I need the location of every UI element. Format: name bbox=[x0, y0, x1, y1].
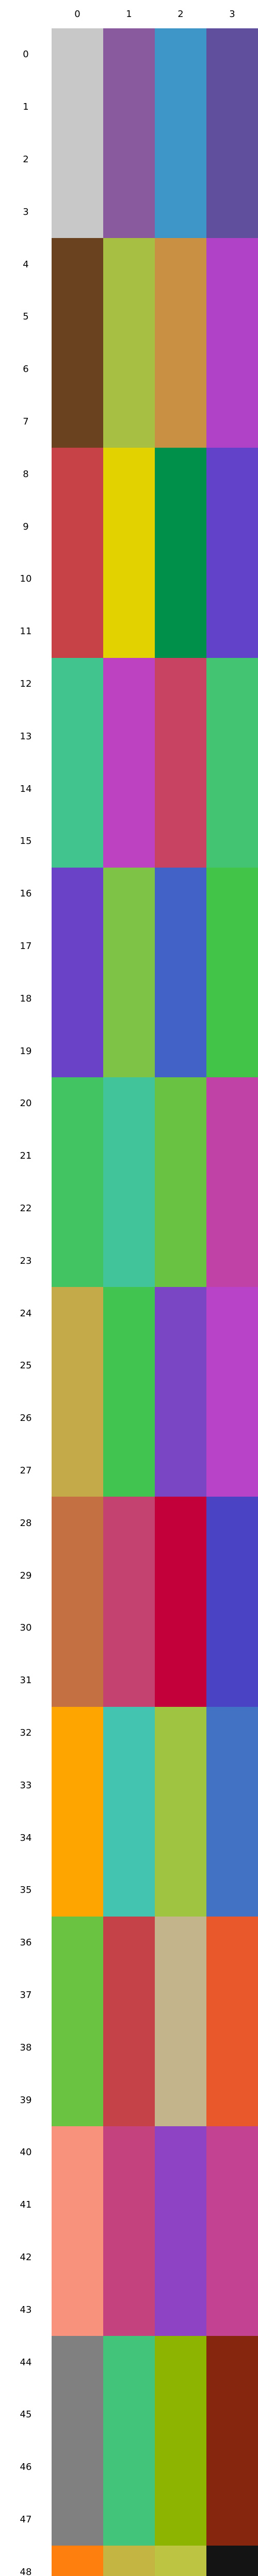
row-header: 41 bbox=[0, 2179, 52, 2231]
color-cell bbox=[155, 868, 206, 920]
color-cell bbox=[103, 1549, 155, 1602]
color-cell bbox=[103, 1969, 155, 2022]
color-cell bbox=[155, 396, 206, 448]
color-cell bbox=[52, 2283, 103, 2336]
color-cell bbox=[155, 238, 206, 291]
color-cell bbox=[103, 1707, 155, 1759]
row-header: 44 bbox=[0, 2336, 52, 2388]
row-header: 27 bbox=[0, 1445, 52, 1497]
color-cell bbox=[206, 2179, 258, 2231]
color-cell bbox=[103, 1182, 155, 1235]
color-cell bbox=[206, 133, 258, 186]
color-cell bbox=[155, 1234, 206, 1287]
color-cell bbox=[103, 1759, 155, 1811]
color-cell bbox=[155, 1287, 206, 1340]
color-cell bbox=[206, 2336, 258, 2388]
color-cell bbox=[206, 605, 258, 658]
color-cell bbox=[52, 1445, 103, 1497]
color-cell bbox=[206, 1025, 258, 1077]
color-cell bbox=[52, 500, 103, 553]
row-header: 20 bbox=[0, 1077, 52, 1130]
row-header: 3 bbox=[0, 185, 52, 238]
row-header: 10 bbox=[0, 553, 52, 605]
row-header: 14 bbox=[0, 762, 52, 815]
color-cell bbox=[155, 605, 206, 658]
color-cell bbox=[103, 133, 155, 186]
color-cell bbox=[155, 1549, 206, 1602]
color-cell bbox=[155, 1445, 206, 1497]
row-header: 32 bbox=[0, 1707, 52, 1759]
color-cell bbox=[52, 291, 103, 343]
row-header: 1 bbox=[0, 81, 52, 133]
color-cell bbox=[155, 815, 206, 868]
color-cell bbox=[103, 185, 155, 238]
color-cell bbox=[206, 2231, 258, 2284]
color-cell bbox=[52, 815, 103, 868]
color-cell bbox=[206, 238, 258, 291]
color-cell bbox=[103, 2336, 155, 2388]
color-cell bbox=[103, 920, 155, 973]
color-cell bbox=[103, 1864, 155, 1917]
color-cell bbox=[206, 185, 258, 238]
color-cell bbox=[103, 972, 155, 1025]
row-header: 43 bbox=[0, 2283, 52, 2336]
color-cell bbox=[103, 2441, 155, 2494]
row-header: 5 bbox=[0, 291, 52, 343]
color-cell bbox=[103, 553, 155, 605]
color-cell bbox=[52, 28, 103, 81]
color-cell bbox=[52, 2388, 103, 2441]
color-cell bbox=[155, 1864, 206, 1917]
color-cell bbox=[206, 2074, 258, 2126]
color-cell bbox=[103, 2021, 155, 2074]
row-header: 25 bbox=[0, 1340, 52, 1392]
color-cell bbox=[103, 28, 155, 81]
row-header: 23 bbox=[0, 1234, 52, 1287]
color-cell bbox=[103, 2179, 155, 2231]
color-cell bbox=[155, 920, 206, 973]
color-cell bbox=[103, 868, 155, 920]
color-cell bbox=[103, 1917, 155, 1969]
color-cell bbox=[206, 815, 258, 868]
color-cell bbox=[206, 396, 258, 448]
color-cell bbox=[155, 1759, 206, 1811]
color-cell bbox=[155, 2021, 206, 2074]
color-cell bbox=[52, 1759, 103, 1811]
color-cell bbox=[206, 1707, 258, 1759]
color-cell bbox=[52, 605, 103, 658]
color-cell bbox=[155, 972, 206, 1025]
color-cell bbox=[52, 2074, 103, 2126]
color-cell bbox=[155, 2336, 206, 2388]
color-cell bbox=[103, 2388, 155, 2441]
row-header: 21 bbox=[0, 1130, 52, 1182]
color-cell bbox=[206, 1811, 258, 1864]
row-header: 7 bbox=[0, 396, 52, 448]
color-cell bbox=[155, 2388, 206, 2441]
color-cell bbox=[155, 1392, 206, 1445]
color-cell bbox=[155, 1182, 206, 1235]
color-cell bbox=[103, 2494, 155, 2546]
color-cell bbox=[155, 553, 206, 605]
color-cell bbox=[52, 1969, 103, 2022]
column-header: 3 bbox=[206, 0, 258, 28]
column-header: 0 bbox=[52, 0, 103, 28]
color-cell bbox=[206, 868, 258, 920]
color-cell bbox=[155, 710, 206, 762]
row-header: 35 bbox=[0, 1864, 52, 1917]
row-header: 48 bbox=[0, 2546, 52, 2576]
color-cell bbox=[52, 1077, 103, 1130]
row-header: 47 bbox=[0, 2494, 52, 2546]
color-cell bbox=[103, 238, 155, 291]
color-cell bbox=[52, 1182, 103, 1235]
color-cell bbox=[206, 1077, 258, 1130]
color-cell bbox=[52, 1287, 103, 1340]
color-cell bbox=[52, 448, 103, 500]
color-cell bbox=[52, 1340, 103, 1392]
color-cell bbox=[206, 762, 258, 815]
color-cell bbox=[206, 2283, 258, 2336]
color-cell bbox=[206, 1654, 258, 1707]
color-cell bbox=[155, 448, 206, 500]
color-cell bbox=[206, 81, 258, 133]
color-cell bbox=[155, 1811, 206, 1864]
color-cell bbox=[155, 1497, 206, 1549]
color-cell bbox=[103, 500, 155, 553]
color-cell bbox=[206, 28, 258, 81]
color-cell bbox=[206, 500, 258, 553]
color-cell bbox=[206, 1497, 258, 1549]
color-cell bbox=[206, 553, 258, 605]
row-header: 18 bbox=[0, 972, 52, 1025]
row-header: 2 bbox=[0, 133, 52, 186]
row-header: 16 bbox=[0, 868, 52, 920]
row-header: 33 bbox=[0, 1759, 52, 1811]
color-cell bbox=[103, 1654, 155, 1707]
row-header: 26 bbox=[0, 1392, 52, 1445]
color-cell bbox=[52, 396, 103, 448]
color-cell bbox=[155, 133, 206, 186]
color-cell bbox=[155, 762, 206, 815]
color-cell bbox=[206, 1234, 258, 1287]
color-cell bbox=[155, 185, 206, 238]
color-cell bbox=[155, 2179, 206, 2231]
row-header: 31 bbox=[0, 1654, 52, 1707]
column-header: 2 bbox=[155, 0, 206, 28]
color-cell bbox=[103, 1445, 155, 1497]
color-cell bbox=[52, 2546, 103, 2576]
row-header: 0 bbox=[0, 28, 52, 81]
color-cell bbox=[206, 658, 258, 710]
color-cell bbox=[52, 2336, 103, 2388]
color-cell bbox=[155, 81, 206, 133]
color-cell bbox=[206, 1445, 258, 1497]
color-cell bbox=[155, 500, 206, 553]
color-cell bbox=[206, 710, 258, 762]
color-cell bbox=[103, 1130, 155, 1182]
color-cell bbox=[206, 291, 258, 343]
color-cell bbox=[155, 2441, 206, 2494]
color-cell bbox=[52, 1025, 103, 1077]
color-cell bbox=[103, 1497, 155, 1549]
row-header: 42 bbox=[0, 2231, 52, 2284]
color-cell bbox=[206, 1287, 258, 1340]
row-header: 40 bbox=[0, 2126, 52, 2179]
color-cell bbox=[206, 1602, 258, 1654]
color-cell bbox=[103, 2126, 155, 2179]
color-cell bbox=[155, 1602, 206, 1654]
color-cell bbox=[206, 1182, 258, 1235]
row-header: 17 bbox=[0, 920, 52, 973]
row-header: 12 bbox=[0, 658, 52, 710]
color-cell bbox=[206, 2494, 258, 2546]
color-cell bbox=[155, 1340, 206, 1392]
color-cell bbox=[103, 1392, 155, 1445]
color-cell bbox=[206, 448, 258, 500]
color-cell bbox=[206, 1340, 258, 1392]
row-header: 4 bbox=[0, 238, 52, 291]
color-cell bbox=[155, 291, 206, 343]
row-header: 6 bbox=[0, 343, 52, 396]
color-cell bbox=[52, 1497, 103, 1549]
color-cell bbox=[52, 762, 103, 815]
color-cell bbox=[155, 2126, 206, 2179]
color-cell bbox=[52, 868, 103, 920]
row-header: 34 bbox=[0, 1811, 52, 1864]
color-cell bbox=[103, 710, 155, 762]
color-cell bbox=[155, 658, 206, 710]
color-cell bbox=[52, 658, 103, 710]
color-cell bbox=[103, 1077, 155, 1130]
color-cell bbox=[155, 343, 206, 396]
color-cell bbox=[155, 1917, 206, 1969]
color-cell bbox=[52, 710, 103, 762]
color-cell bbox=[52, 343, 103, 396]
color-cell bbox=[52, 81, 103, 133]
color-cell bbox=[206, 2388, 258, 2441]
row-header: 39 bbox=[0, 2074, 52, 2126]
color-cell bbox=[155, 1025, 206, 1077]
color-cell bbox=[52, 2021, 103, 2074]
color-cell bbox=[103, 343, 155, 396]
color-cell bbox=[206, 920, 258, 973]
color-cell bbox=[52, 1392, 103, 1445]
color-cell bbox=[52, 1654, 103, 1707]
row-header: 9 bbox=[0, 500, 52, 553]
color-cell bbox=[103, 2283, 155, 2336]
row-header: 38 bbox=[0, 2021, 52, 2074]
color-cell bbox=[52, 2494, 103, 2546]
color-cell bbox=[103, 396, 155, 448]
color-cell bbox=[103, 658, 155, 710]
color-cell bbox=[52, 553, 103, 605]
color-cell bbox=[103, 1340, 155, 1392]
row-header: 45 bbox=[0, 2388, 52, 2441]
row-header: 29 bbox=[0, 1549, 52, 1602]
color-cell bbox=[52, 238, 103, 291]
color-cell bbox=[155, 1969, 206, 2022]
color-cell bbox=[206, 1917, 258, 1969]
color-cell bbox=[52, 2126, 103, 2179]
color-cell bbox=[52, 185, 103, 238]
row-header: 8 bbox=[0, 448, 52, 500]
color-cell bbox=[206, 2546, 258, 2576]
row-header: 46 bbox=[0, 2441, 52, 2494]
color-cell bbox=[52, 1130, 103, 1182]
color-cell bbox=[155, 1707, 206, 1759]
color-cell bbox=[155, 28, 206, 81]
color-cell bbox=[52, 133, 103, 186]
row-header: 22 bbox=[0, 1182, 52, 1235]
color-cell bbox=[155, 2074, 206, 2126]
color-cell bbox=[103, 815, 155, 868]
color-cell bbox=[155, 1130, 206, 1182]
color-cell bbox=[52, 1864, 103, 1917]
color-cell bbox=[52, 2231, 103, 2284]
color-cell bbox=[52, 2441, 103, 2494]
row-header: 24 bbox=[0, 1287, 52, 1340]
color-cell bbox=[103, 448, 155, 500]
color-cell bbox=[206, 972, 258, 1025]
color-cell bbox=[103, 1602, 155, 1654]
row-header: 37 bbox=[0, 1969, 52, 2022]
color-cell bbox=[52, 1707, 103, 1759]
row-header: 30 bbox=[0, 1602, 52, 1654]
color-cell bbox=[206, 1759, 258, 1811]
color-cell bbox=[52, 1549, 103, 1602]
color-cell bbox=[103, 291, 155, 343]
color-cell bbox=[155, 1077, 206, 1130]
color-cell bbox=[155, 2494, 206, 2546]
color-cell bbox=[206, 1130, 258, 1182]
color-cell bbox=[52, 1234, 103, 1287]
color-cell bbox=[206, 1549, 258, 1602]
color-cell bbox=[155, 1654, 206, 1707]
color-cell bbox=[52, 972, 103, 1025]
row-header: 13 bbox=[0, 710, 52, 762]
color-cell bbox=[52, 920, 103, 973]
color-cell bbox=[103, 605, 155, 658]
color-cell bbox=[103, 1025, 155, 1077]
color-cell bbox=[103, 1811, 155, 1864]
color-cell bbox=[155, 2546, 206, 2576]
color-cell bbox=[206, 1392, 258, 1445]
row-header: 19 bbox=[0, 1025, 52, 1077]
color-cell bbox=[206, 2126, 258, 2179]
color-cell bbox=[103, 1234, 155, 1287]
color-cell bbox=[103, 2074, 155, 2126]
color-cell bbox=[52, 1602, 103, 1654]
color-cell bbox=[103, 81, 155, 133]
color-cell bbox=[52, 1917, 103, 1969]
color-cell bbox=[103, 762, 155, 815]
row-header: 11 bbox=[0, 605, 52, 658]
row-header: 28 bbox=[0, 1497, 52, 1549]
color-cell bbox=[206, 1864, 258, 1917]
color-cell bbox=[155, 2283, 206, 2336]
color-cell bbox=[103, 1287, 155, 1340]
color-cell bbox=[206, 2441, 258, 2494]
row-header: 36 bbox=[0, 1917, 52, 1969]
row-header: 15 bbox=[0, 815, 52, 868]
color-cell bbox=[103, 2546, 155, 2576]
color-cell bbox=[52, 1811, 103, 1864]
color-cell bbox=[52, 2179, 103, 2231]
color-cell bbox=[103, 2231, 155, 2284]
column-header: 1 bbox=[103, 0, 155, 28]
color-cell bbox=[206, 1969, 258, 2022]
color-cell bbox=[206, 343, 258, 396]
color-cell bbox=[206, 2021, 258, 2074]
color-cell bbox=[155, 2231, 206, 2284]
